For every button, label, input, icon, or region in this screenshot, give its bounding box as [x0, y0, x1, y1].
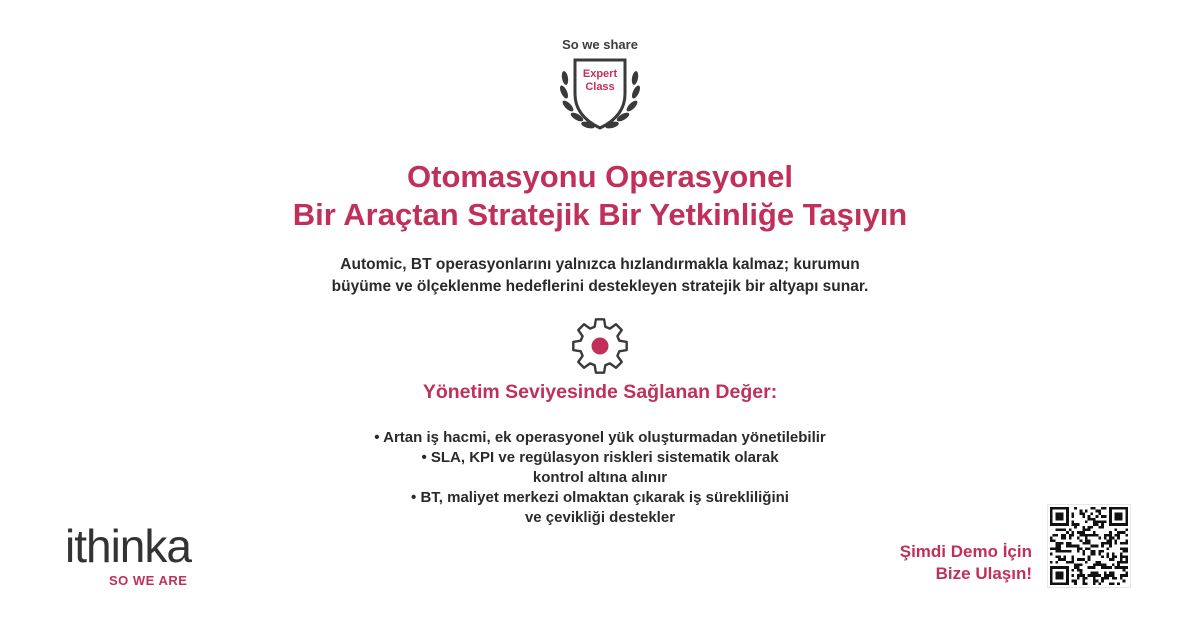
- expert-class-badge: [555, 56, 645, 138]
- headline-line-2: Bir Araçtan Stratejik Bir Yetkinliğe Taşıyın: [292, 197, 908, 232]
- logo-slogan: SO WE ARE: [109, 573, 188, 588]
- badge-line-1: Expert: [582, 68, 618, 80]
- gear-icon: [569, 315, 631, 377]
- list-item: • Artan iş hacmi, ek operasyonel yük oluşturmadan yönetilebilir: [374, 429, 826, 446]
- headline: [0, 158, 1200, 234]
- list-item: • BT, maliyet merkezi olmaktan çıkarak iş sürekliliğini: [411, 489, 789, 506]
- list-item: kontrol altına alınır: [532, 469, 668, 486]
- benefit-list: [0, 428, 1200, 528]
- section-heading: Yönetim Seviyesinde Sağlanan Değer:: [422, 381, 778, 403]
- badge-line-2: Class: [585, 81, 615, 93]
- qr-code-icon[interactable]: [1048, 505, 1130, 587]
- intro-line-1: Automic, BT operasyonlarını yalnızca hızlandırmakla kalmaz; kurumun: [340, 256, 860, 273]
- cta-line-2: Bize Ulaşın!: [935, 564, 1032, 583]
- list-item: • SLA, KPI ve regülasyon riskleri sistematik olarak: [421, 449, 779, 466]
- intro-text: [0, 254, 1200, 298]
- tagline: So we share: [562, 37, 638, 52]
- intro-line-2: büyüme ve ölçeklenme hedeflerini destekleyen stratejik bir altyapı sunar.: [331, 278, 869, 295]
- demo-cta[interactable]: [820, 541, 1032, 585]
- company-logo: ithinka: [65, 520, 191, 572]
- headline-line-1: Otomasyonu Operasyonel: [407, 159, 793, 194]
- cta-line-1: Şimdi Demo İçin: [899, 542, 1032, 561]
- list-item: ve çevikliği destekler: [524, 509, 676, 526]
